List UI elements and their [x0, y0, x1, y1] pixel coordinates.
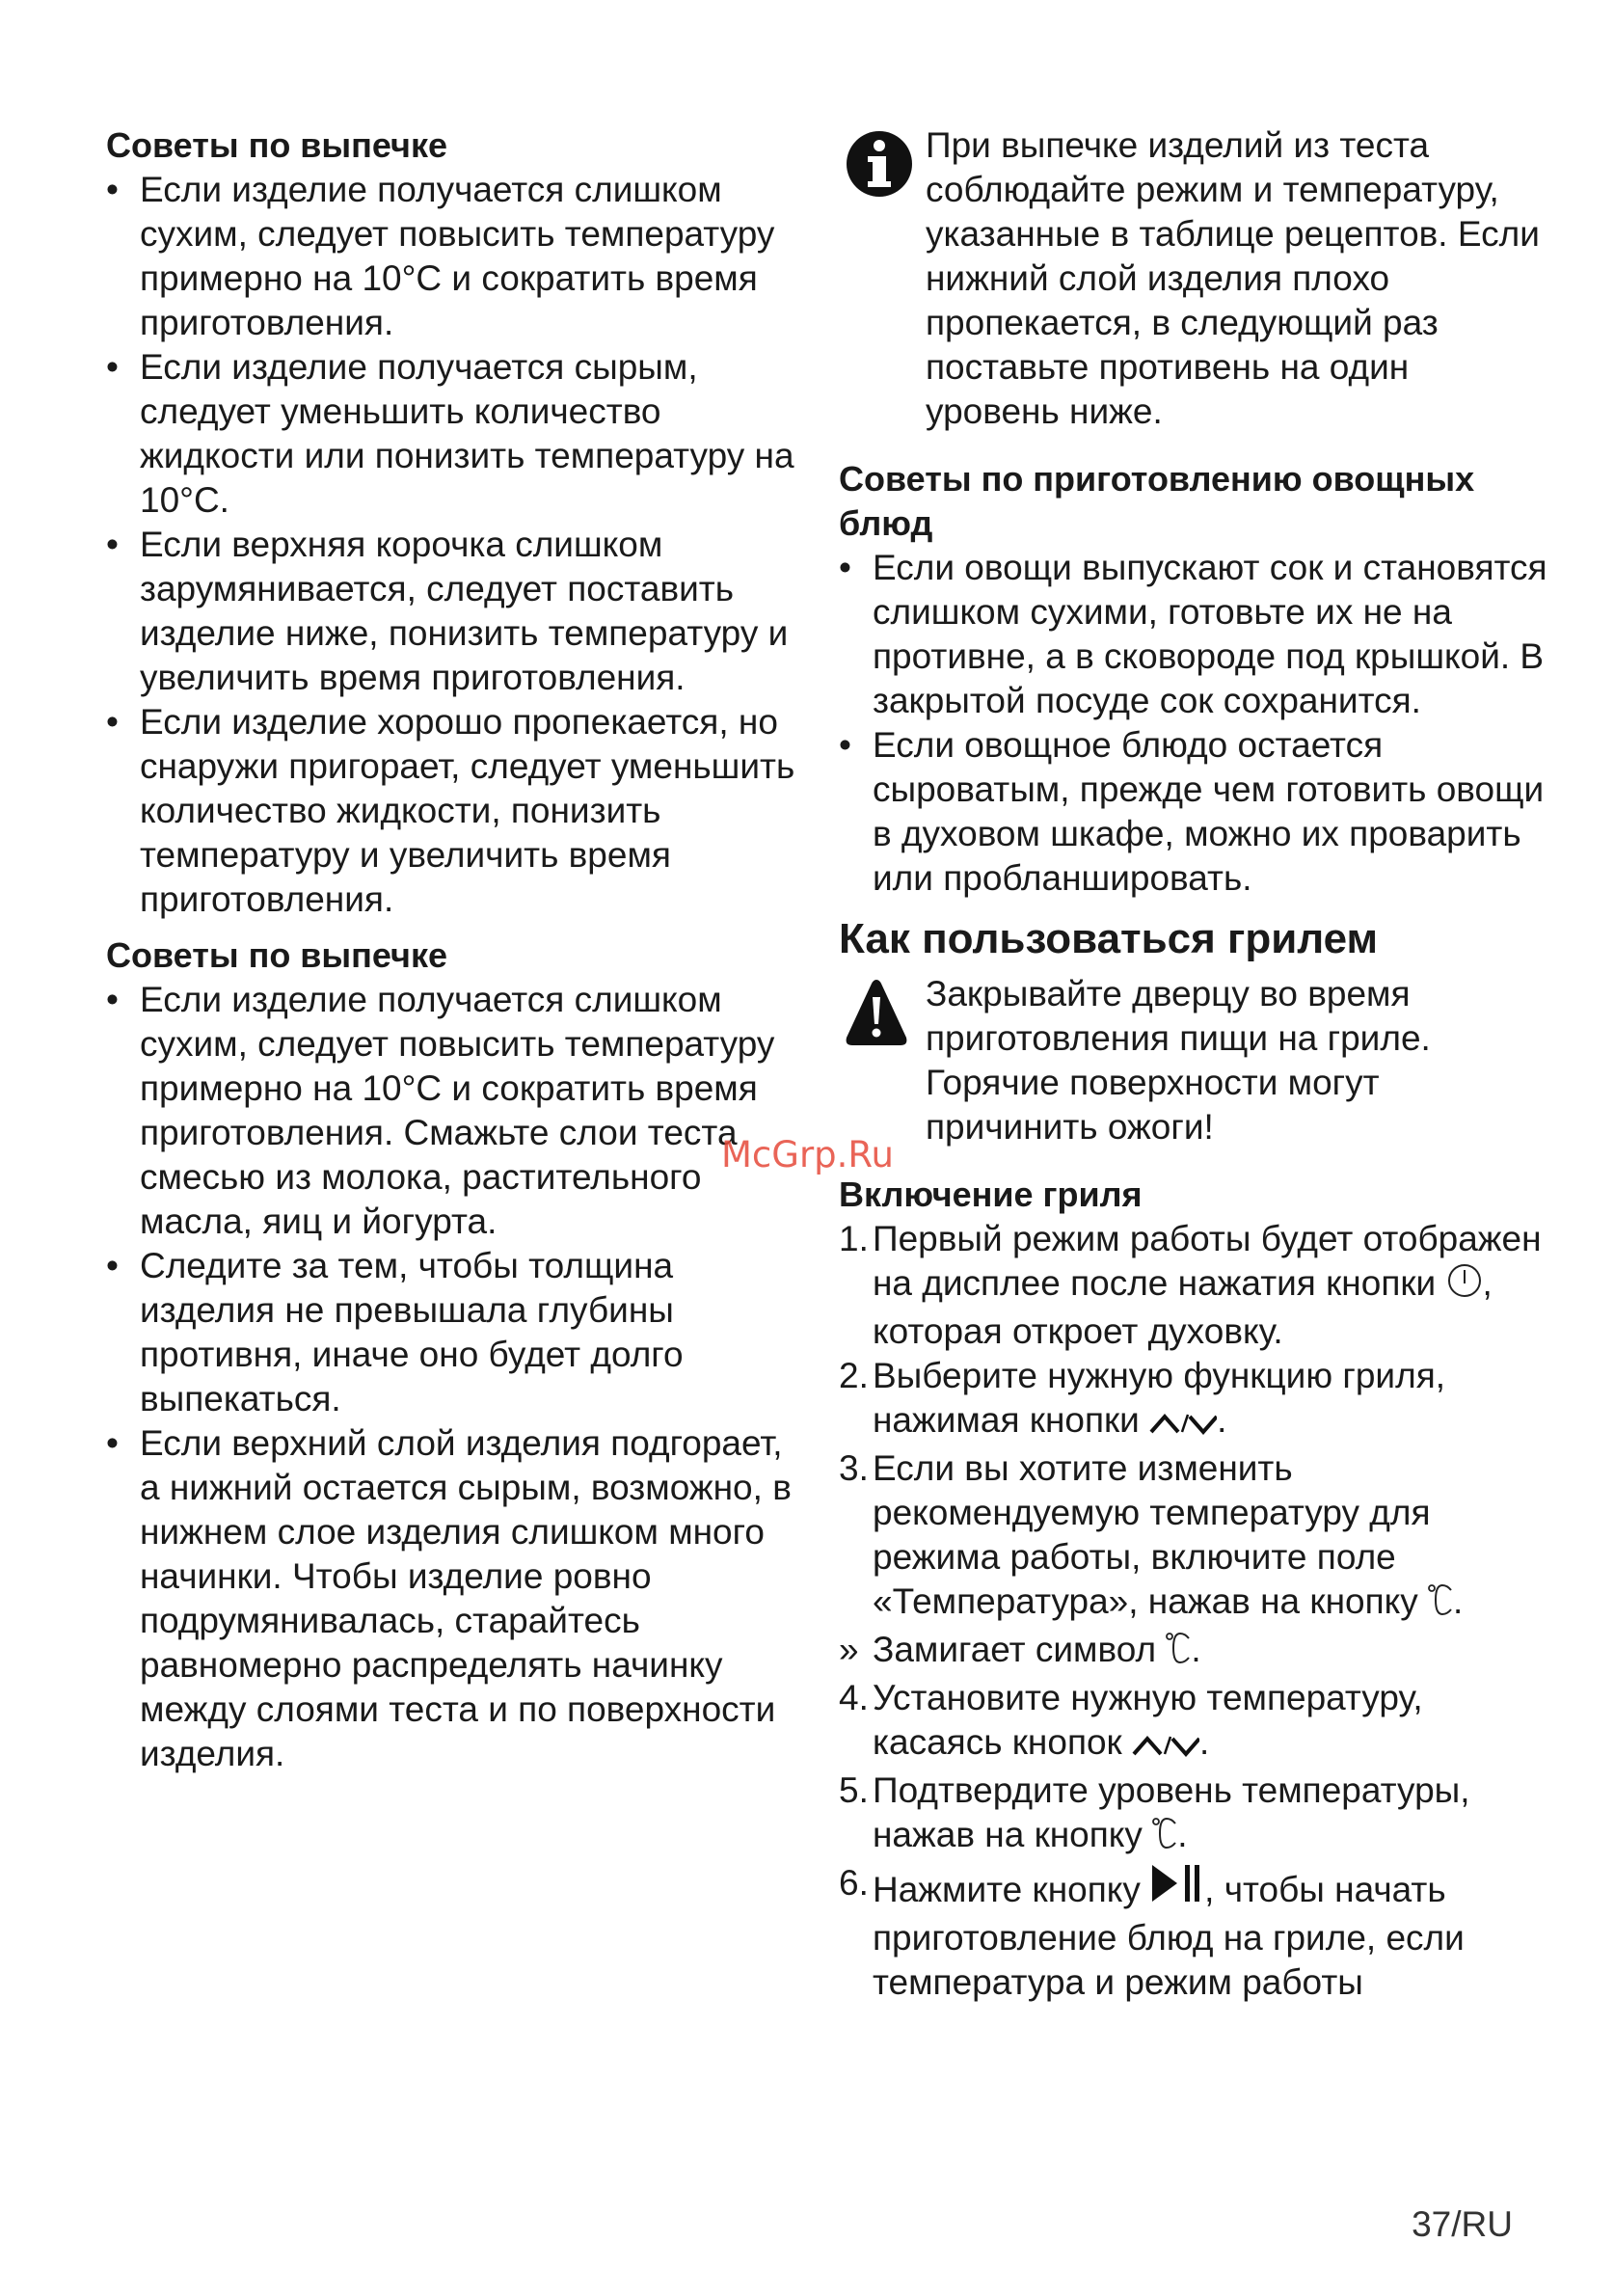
step-1: 1. Первый режим работы будет отображен на дисплее после нажатия кнопки , которая откроет духовку. — [839, 1219, 1542, 1351]
left-column — [106, 123, 800, 1788]
right-column — [839, 123, 1552, 2005]
up-down-arrows-icon — [1132, 1724, 1199, 1769]
list-item: • Если изделие хорошо пропекается, но снаружи пригорает, следует уменьшить количество жидкости, понизить температуру и увеличить время приготовления. — [106, 700, 800, 922]
info-icon — [845, 129, 914, 209]
power-icon — [1446, 1262, 1483, 1310]
temperature-icon — [1428, 1582, 1453, 1628]
list-item: • Если изделие получается слишком сухим, следует повысить температуру примерно на 10°C и сократить время приготовления. — [106, 168, 800, 345]
list-item: • Если овощи выпускают сок и становятся слишком сухими, готовьте их не на противне, а в сковороде под крышкой. В закрытой посуде сок сохранится. — [839, 546, 1552, 723]
list-item: • Если овощное блюдо остается сыроватым, прежде чем готовить овощи в духовом шкафе, можно их проварить или пробланшировать. — [839, 723, 1552, 901]
temperature-icon — [1166, 1631, 1191, 1676]
grill-steps-list — [839, 1217, 1552, 2005]
info-note — [839, 123, 1552, 434]
warning-icon — [845, 978, 908, 1058]
list-item: • Если верхний слой изделия подгорает, а нижний остается сырым, возможно, в нижнем слое изделия слишком много начинки. Чтобы изделие ровно подрумянивалась, старайтесь равномерно распределять начинку между слоями теста и по поверхности изделия. — [106, 1421, 800, 1776]
warning-note — [839, 972, 1552, 1149]
baking-tips-list-1 — [106, 168, 800, 922]
list-item: • Если изделие получается сырым, следует уменьшить количество жидкости или понизить температуру на 10°C. — [106, 345, 800, 523]
section-title-baking-tips-2: Советы по выпечке — [106, 935, 447, 975]
temperature-icon — [1152, 1816, 1177, 1861]
watermark: McGrp.Ru — [721, 1134, 894, 1175]
grill-heading: Как пользоваться грилем — [839, 915, 1379, 962]
step-4: 4. Установите нужную температуру, касаясь кнопок . — [839, 1676, 1552, 1769]
step-3: 3. Если вы хотите изменить рекомендуемую температуру для режима работы, включите поле «Температура», нажав на кнопку . — [839, 1446, 1552, 1628]
section-title-baking-tips-1: Советы по выпечке — [106, 125, 447, 165]
list-item: • Следите за тем, чтобы толщина изделия не превышала глубины противня, иначе оно будет долго выпекаться. — [106, 1244, 800, 1421]
info-note-text: При выпечке изделий из теста соблюдайте режим и температуру, указанные в таблице рецептов. Если нижний слой изделия плохо пропекается, в следующий раз поставьте противень на один уровень ниже. — [926, 125, 1540, 431]
section-title-grill-on: Включение гриля — [839, 1175, 1143, 1214]
page-number: 37/RU — [1412, 2204, 1513, 2244]
list-item: • Если верхняя корочка слишком зарумянивается, следует поставить изделие ниже, понизить температуру и увеличить время приготовления. — [106, 523, 800, 700]
warning-note-text: Закрывайте дверцу во время приготовления пищи на гриле. Горячие поверхности могут причинить ожоги! — [926, 974, 1431, 1147]
up-down-arrows-icon — [1149, 1402, 1217, 1446]
step-2: 2. Выберите нужную функцию гриля, нажимая кнопки . — [839, 1354, 1552, 1446]
step-5: 5. Подтвердите уровень температуры, нажав на кнопку . — [839, 1769, 1552, 1861]
baking-tips-list-2 — [106, 978, 800, 1776]
list-item: • Если изделие получается слишком сухим, следует повысить температуру примерно на 10°C и сократить время приготовления. Смажьте слои теста смесью из молока, растительного масла, яиц и йогурта. — [106, 978, 800, 1244]
section-title-vegetables: Советы по приготовлению овощных блюд — [839, 459, 1475, 543]
play-pause-icon — [1150, 1861, 1204, 1916]
step-6: 6. Нажмите кнопку , чтобы начать приготовление блюд на гриле, если температура и режим работы — [839, 1863, 1465, 2002]
vegetable-tips-list — [839, 546, 1552, 901]
step-3-result: » Замигает символ . — [839, 1628, 1552, 1676]
